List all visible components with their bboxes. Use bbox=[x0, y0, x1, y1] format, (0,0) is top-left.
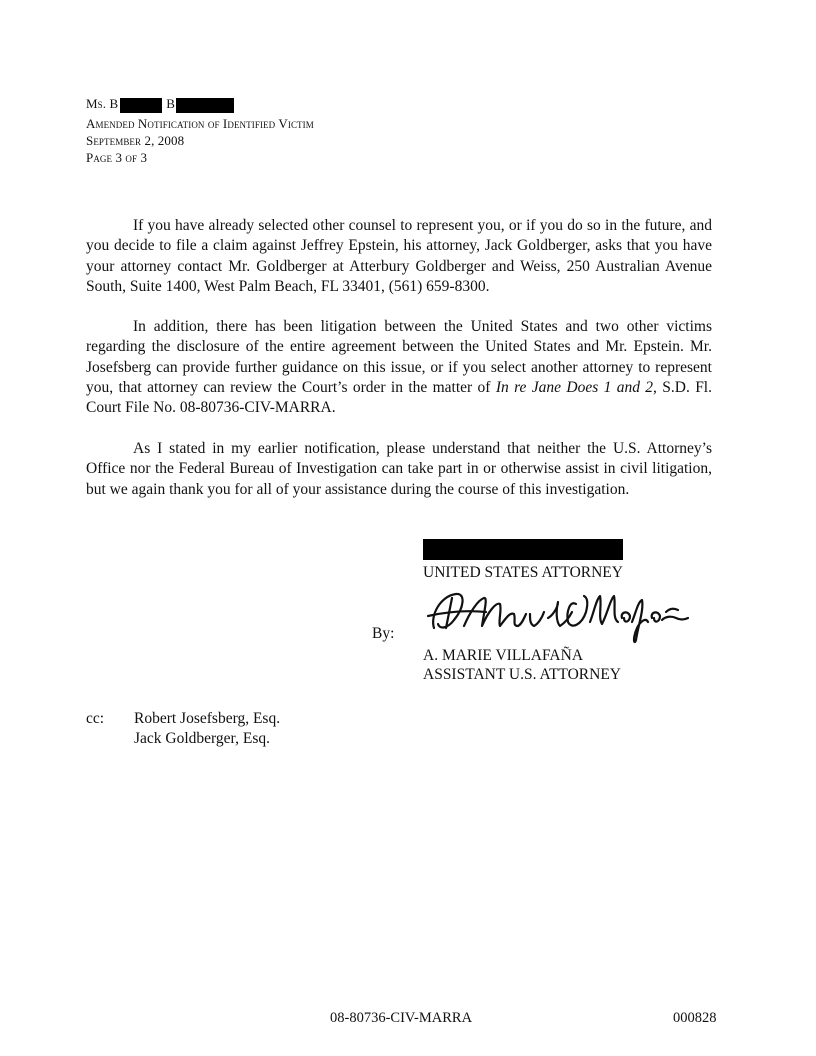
page-number: Page 3 of 3 bbox=[86, 150, 148, 165]
paragraph-2 bbox=[86, 317, 712, 418]
letter-date: September 2, 2008 bbox=[86, 133, 185, 148]
cc-recipient: Robert Josefsberg, Esq. bbox=[134, 710, 281, 727]
footer-case-number: 08-80736-CIV-MARRA bbox=[330, 1010, 473, 1026]
paragraph-2-tail: , S.D. Fl. Court File No. 08-80736-CIV-MARRA. bbox=[86, 378, 712, 417]
office-title: UNITED STATES ATTORNEY bbox=[423, 564, 623, 581]
redaction-bar bbox=[176, 98, 234, 113]
paragraph-3-text: As I stated in my earlier notification, please understand that neither the U.S. Attorney’s Office nor the Federal Bureau of Investigation can take part in or otherwise assist in civil litigation, but we again thank you for all of your assistance during the course of this investigation. bbox=[86, 440, 712, 498]
recipient-name-prefix: Ms. B bbox=[86, 96, 119, 111]
paragraph-2-text: In addition, there has been litigation between the United States and two other victims regarding the disclosure of the entire agreement between the United States and Mr. Epstein. Mr. Josefsberg can provide further guidance on this issue, or if you select another attorney to represent you, that attorney can review the Court’s order in the matter of bbox=[86, 318, 712, 396]
cc-label: cc: bbox=[86, 710, 105, 727]
recipient-line bbox=[86, 96, 234, 113]
signer-title: ASSISTANT U.S. ATTORNEY bbox=[423, 666, 621, 683]
case-name: In re Jane Does 1 and 2 bbox=[495, 378, 654, 396]
bates-number: 000828 bbox=[673, 1010, 717, 1026]
redaction-bar bbox=[120, 98, 162, 113]
by-label: By: bbox=[372, 625, 395, 642]
recipient-name-mid: B bbox=[166, 96, 176, 111]
paragraph-1 bbox=[86, 216, 712, 297]
paragraph-3 bbox=[86, 439, 712, 500]
handwritten-signature bbox=[426, 582, 690, 652]
letter-subject: Amended Notification of Identified Victim bbox=[86, 116, 314, 131]
paragraph-1-text: If you have already selected other counsel to represent you, or if you do so in the future, and you decide to file a claim against Jeffrey Epstein, his attorney, Jack Goldberger, asks that you have your attorney contact Mr. Goldberger at Atterbury Goldberger and Weiss, 250 Australian Avenue South, Suite 1400, West Palm Beach, FL 33401, (561) 659-8300. bbox=[86, 217, 712, 295]
redaction-bar bbox=[423, 539, 623, 560]
cc-recipient: Jack Goldberger, Esq. bbox=[134, 730, 270, 747]
signer-name: A. MARIE VILLAFAÑA bbox=[423, 647, 584, 664]
